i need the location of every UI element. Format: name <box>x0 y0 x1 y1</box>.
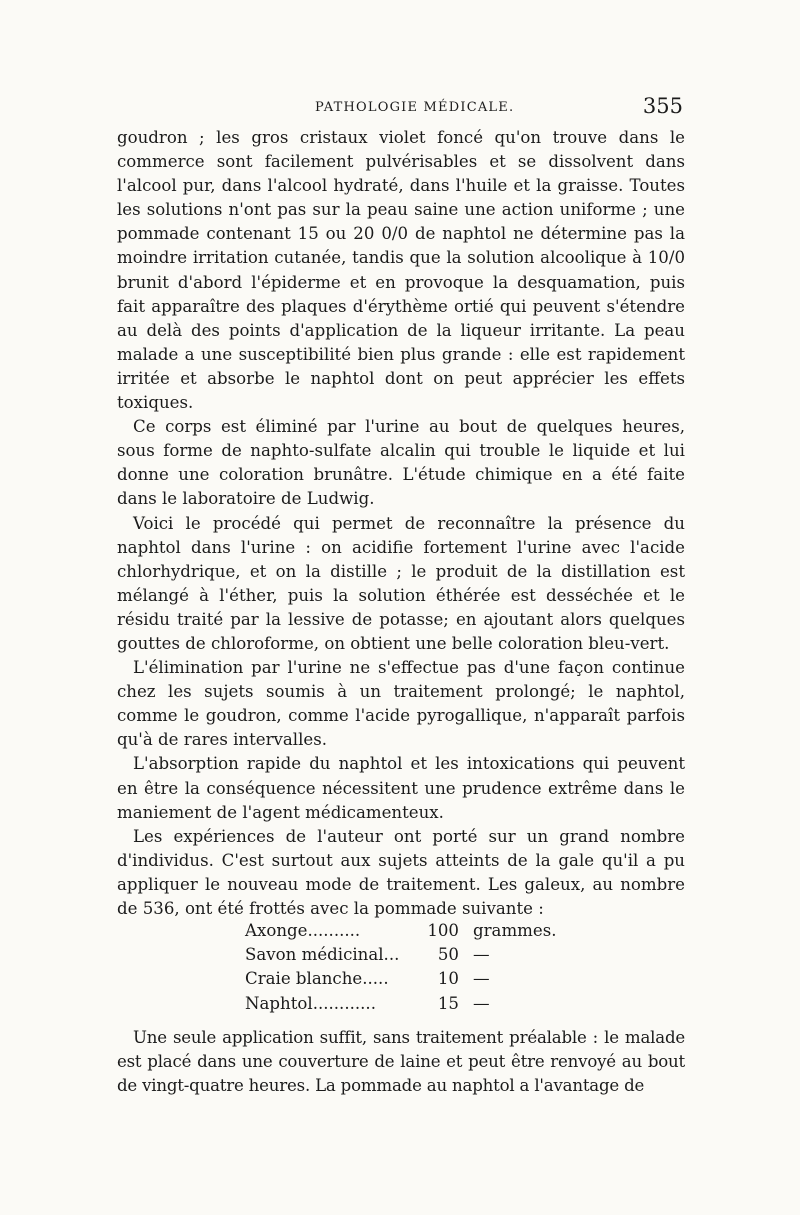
body-text <box>117 126 685 1098</box>
page-header <box>117 92 685 126</box>
recipe-quantity: 15 <box>437 993 459 1013</box>
recipe-row <box>245 969 685 993</box>
recipe-unit: — <box>473 945 490 965</box>
recipe-unit: — <box>473 993 490 1013</box>
recipe-quantity: 50 <box>437 945 459 965</box>
recipe-unit: — <box>473 969 490 989</box>
recipe-ingredient: Naphtol............ <box>245 993 376 1013</box>
paragraph-1: goudron ; les gros cristaux violet foncé qu'on trouve dans le commerce sont facilement pulvérisables et se dissolvent dans l'alcool pur, dans l'alcool hydraté, dans l'huile et la graisse. Toutes les solutions n'ont pas sur la peau saine une action uniforme ; une pommade contenant 15 ou 20 0/0 de naphtol ne détermine pas la moindre irritation cutanée, tandis que la solution alcoolique à 10/0 brunit d'abord l'épiderme et en provoque la desquamation, puis fait apparaître des plaques d'érythème ortié qui peuvent s'étendre au delà des points d'application de la liqueur irritante. La peau malade a une susceptibilité bien plus grande : elle est rapidement irritée et absorbe le naphtol dont on peut apprécier les effets toxiques. <box>117 128 685 413</box>
recipe-ingredient: Axonge.......... <box>245 921 361 941</box>
recipe-ingredient: Savon médicinal... <box>245 945 400 965</box>
paragraph-3: Voici le procédé qui permet de reconnaître la présence du naphtol dans l'urine : on acidifie fortement l'urine avec l'acide chlorhydrique, et on la distille ; le produit de la distillation est mélangé à l'éther, puis la solution éthérée est desséchée et le résidu traité par la lessive de potasse; en ajoutant alors quelques gouttes de chloroforme, on obtient une belle coloration bleu-vert. <box>117 513 685 653</box>
recipe-quantity: 10 <box>437 969 459 989</box>
recipe-row <box>245 945 685 969</box>
running-title: PATHOLOGIE MÉDICALE. <box>315 100 515 115</box>
paragraph-5: L'absorption rapide du naphtol et les intoxications qui peuvent en être la conséquence nécessitent une prudence extrême dans le maniement de l'agent médicamenteux. <box>117 754 685 822</box>
paragraph-4: L'élimination par l'urine ne s'effectue pas d'une façon continue chez les sujets soumis à un traitement prolongé; le naphtol, comme le goudron, comme l'acide pyrogallique, n'apparaît parfois qu'à de rares intervalles. <box>117 658 685 750</box>
paragraph-2: Ce corps est éliminé par l'urine au bout de quelques heures, sous forme de naphto-sulfate alcalin qui trouble le liquide et lui donne une coloration brunâtre. L'étude chimique en a été faite dans le laboratoire de Ludwig. <box>117 417 685 509</box>
page-number: 355 <box>642 94 683 118</box>
recipe-quantity: 100 <box>427 921 459 941</box>
recipe-row <box>245 994 685 1018</box>
book-page <box>117 92 685 1098</box>
recipe-unit: grammes. <box>473 921 557 941</box>
paragraph-7: Une seule application suffit, sans traitement préalable : le malade est placé dans une couverture de laine et peut être renvoyé au bout de vingt-quatre heures. La pommade au naphtol a l'avantage de <box>117 1027 685 1096</box>
recipe-table <box>245 921 685 1018</box>
recipe-row <box>245 921 685 945</box>
recipe-ingredient: Craie blanche..... <box>245 969 389 989</box>
paragraph-6: Les expériences de l'auteur ont porté sur un grand nombre d'individus. C'est surtout aux sujets atteints de la gale qu'il a pu appliquer le nouveau mode de traitement. Les galeux, au nombre de 536, ont été frottés avec la pommade suivante : <box>117 826 685 918</box>
